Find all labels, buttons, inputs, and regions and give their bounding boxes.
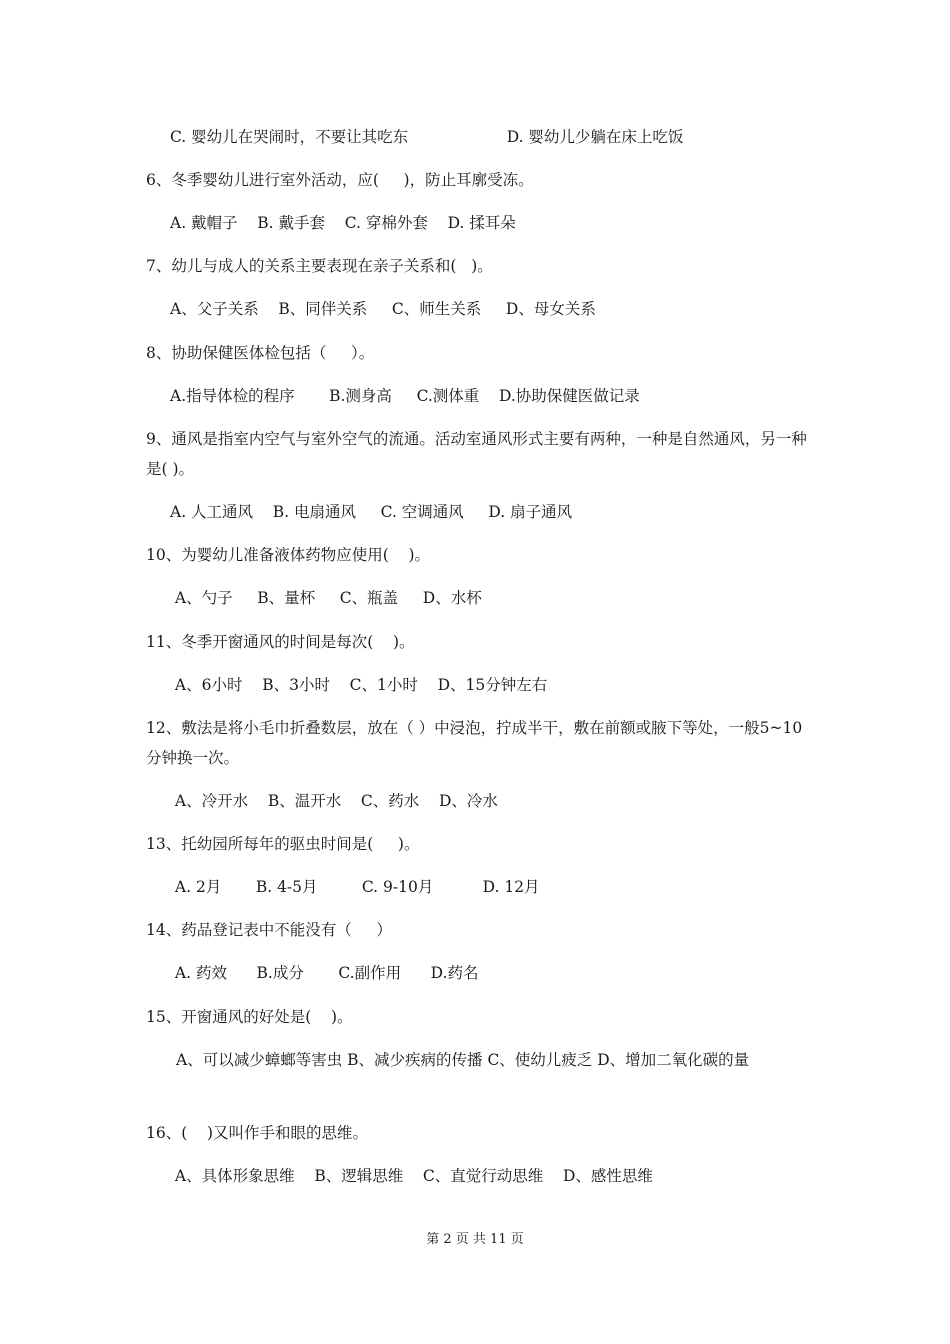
q7-options: A、父子关系 B、同伴关系 C、师生关系 D、母女关系	[170, 300, 596, 318]
q10-stem: 10、为婴幼儿准备液体药物应使用( )。	[146, 546, 431, 564]
q14-stem: 14、药品登记表中不能没有（ ）	[146, 921, 392, 939]
q12-options: A、冷开水 B、温开水 C、药水 D、冷水	[170, 792, 498, 810]
q12-stem: 12、敷法是将小毛巾折叠数层，放在（ ）中浸泡，拧成半干，敷在前额或腋下等处，一般5~10分钟换一次。	[146, 719, 803, 767]
q11-options: A、6小时 B、3小时 C、1小时 D、15分钟左右	[170, 676, 548, 694]
q5-options: C. 婴幼儿在哭闹时，不要让其吃东 D. 婴幼儿少躺在床上吃饭	[170, 128, 684, 146]
q16-options: A、具体形象思维 B、逻辑思维 C、直觉行动思维 D、感性思维	[170, 1167, 653, 1185]
q11-stem: 11、冬季开窗通风的时间是每次( )。	[146, 633, 415, 651]
q6-options: A. 戴帽子 B. 戴手套 C. 穿棉外套 D. 揉耳朵	[170, 214, 516, 232]
q13-stem: 13、托幼园所每年的驱虫时间是( )。	[146, 835, 420, 853]
q10-options: A、勺子 B、量杯 C、瓶盖 D、水杯	[170, 589, 482, 607]
q15-stem: 15、开窗通风的好处是( )。	[146, 1008, 353, 1026]
q6-stem: 6、冬季婴幼儿进行室外活动，应( )，防止耳廓受冻。	[146, 171, 534, 189]
q8-stem: 8、协助保健医体检包括（ ）。	[146, 344, 375, 362]
page-footer: 第 2 页 共 11 页	[426, 1232, 524, 1247]
q16-stem: 16、( )又叫作手和眼的思维。	[146, 1124, 369, 1142]
q8-options: A.指导体检的程序 B.测身高 C.测体重 D.协助保健医做记录	[170, 387, 640, 405]
q13-options: A. 2月 B. 4-5月 C. 9-10月 D. 12月	[170, 878, 540, 896]
q14-options: A. 药效 B.成分 C.副作用 D.药名	[170, 964, 479, 982]
q7-stem: 7、幼儿与成人的关系主要表现在亲子关系和( )。	[146, 257, 493, 275]
q9-stem: 9、通风是指室内空气与室外空气的流通。活动室通风形式主要有两种，一种是自然通风，另一种是( )。	[146, 430, 807, 478]
q9-options: A. 人工通风 B. 电扇通风 C. 空调通风 D. 扇子通风	[170, 503, 573, 521]
q15-options: A、可以减少蟑螂等害虫 B、减少疾病的传播 C、使幼儿疲乏 D、增加二氧化碳的量	[176, 1051, 750, 1069]
